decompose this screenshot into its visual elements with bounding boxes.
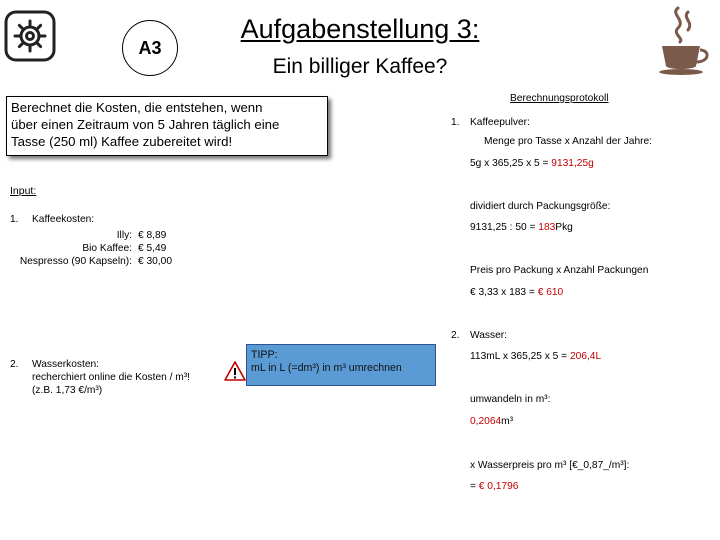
list-number: 1.	[10, 214, 19, 225]
tip-box	[246, 344, 436, 386]
protocol-heading: Berechnungsprotokoll	[510, 93, 609, 104]
coffee-costs-title: Kaffeekosten:	[32, 214, 95, 225]
coffee-powder-title: Kaffeepulver:	[470, 117, 530, 128]
page-title: Aufgabenstellung 3:	[240, 14, 480, 44]
price-value: € 8,89	[138, 230, 167, 241]
calc-prefix: =	[470, 481, 479, 492]
protocol-desc: x Wasserpreis pro m³ [€_0,87_/m³]:	[470, 460, 630, 471]
warning-icon	[224, 360, 246, 382]
protocol-desc: Preis pro Packung x Anzahl Packungen	[470, 265, 649, 276]
task-text-line: Berechnet die Kosten, die entstehen, wenn	[11, 100, 263, 115]
price-name: Bio Kaffee:	[82, 243, 132, 254]
calc-expression: 113mL x 365,25 x 5 =	[470, 351, 568, 362]
tip-text: mL in L (=dm³) in m³ umrechnen	[251, 362, 402, 374]
input-label: Input:	[10, 185, 37, 197]
calc-result: 183	[538, 222, 556, 233]
protocol-calc	[470, 222, 573, 233]
calc-result: € 0,1796	[478, 481, 519, 492]
gear-icon	[4, 10, 56, 62]
price-value: € 30,00	[138, 256, 172, 267]
coffee-cup-icon	[656, 4, 710, 76]
list-number: 2.	[451, 330, 460, 341]
protocol-desc: dividiert durch Packungsgröße:	[470, 201, 611, 212]
price-name: Illy:	[116, 230, 132, 241]
water-costs-hint: recherchiert online die Kosten / m³!	[32, 372, 190, 383]
calc-result: 206,4L	[569, 351, 602, 362]
list-number: 2.	[10, 359, 19, 370]
tip-heading: TIPP:	[251, 349, 278, 361]
water-title: Wasser:	[470, 330, 507, 341]
protocol-desc: Menge pro Tasse x Anzahl der Jahre:	[484, 136, 653, 147]
calc-result: 0,2064	[470, 416, 502, 427]
coffee-costs-item	[10, 213, 220, 268]
water-costs-example: (z.B. 1,73 €/m³)	[32, 385, 103, 396]
task-badge: A3	[122, 20, 178, 76]
task-text-line: Tasse (250 ml) Kaffee zubereitet wird!	[11, 134, 233, 149]
protocol-calc	[470, 158, 594, 169]
price-value: € 5,49	[138, 243, 167, 254]
calc-expression: € 3,33 x 183 =	[470, 287, 535, 298]
calc-unit: m³	[501, 416, 514, 427]
protocol-calc	[470, 351, 601, 362]
calc-expression: 5g x 365,25 x 5 =	[470, 158, 549, 169]
calc-expression: 9131,25 : 50 =	[470, 222, 536, 233]
task-description-box	[6, 96, 328, 156]
water-costs-title: Wasserkosten:	[32, 359, 99, 370]
protocol-desc: umwandeln in m³:	[470, 394, 551, 405]
protocol-calc	[470, 481, 518, 492]
calc-unit: Pkg	[555, 222, 573, 233]
task-text-line: über einen Zeitraum von 5 Jahren täglich eine	[11, 117, 280, 132]
calc-result: 9131,25g	[551, 158, 594, 169]
page-subtitle: Ein billiger Kaffee?	[272, 55, 448, 78]
water-costs-item	[10, 358, 220, 397]
calc-result: € 610	[537, 287, 564, 298]
protocol-calc	[470, 416, 513, 427]
price-name: Nespresso (90 Kapseln):	[19, 256, 132, 267]
protocol-calc	[470, 287, 563, 298]
list-number: 1.	[451, 117, 460, 128]
